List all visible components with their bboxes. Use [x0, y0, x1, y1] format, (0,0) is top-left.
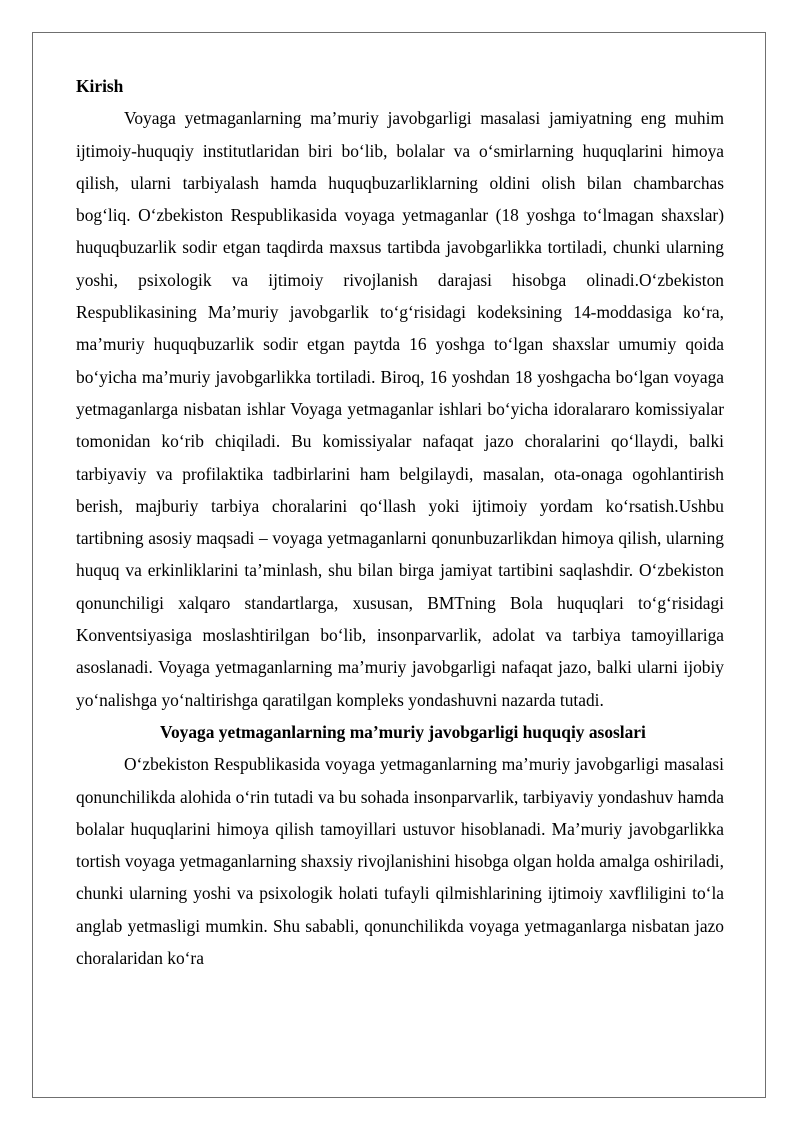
- paragraph-legal-basis: O‘zbekiston Respublikasida voyaga yetmaganlarning ma’muriy javobgarligi masalasi qonunchilikda alohida o‘rin tutadi va bu sohada insonparvarlik, tarbiyaviy yondashuv hamda bolalar huquqlarini himoya qilish tamoyillari ustuvor hisoblanadi. Ma’muriy javobgarlikka tortish voyaga yetmaganlarning shaxsiy rivojlanishini hisobga olgan holda amalga oshiriladi, chunki ularning yoshi va psixologik holati tufayli qilmishlarining ijtimoiy xavfliligini to‘la anglab yetmasligi mumkin. Shu sababli, qonunchilikda voyaga yetmaganlarga nisbatan jazo choralaridan ko‘ra: [76, 754, 724, 969]
- paragraph-intro: Voyaga yetmaganlarning ma’muriy javobgarligi masalasi jamiyatning eng muhim ijtimoiy-huquqiy institutlaridan biri bo‘lib, bolalar va o‘smirlarning huquqlarini himoya qilish, ularni tarbiyalash hamda huquqbuzarliklarning oldini olish bilan chambarchas bog‘liq. O‘zbekiston Respublikasida voyaga yetmaganlar (18 yoshga to‘lmagan shaxslar) huquqbuzarlik sodir etgan taqdirda maxsus tartibda javobgarlikka tortiladi, chunki ularning yoshi, psixologik va ijtimoiy rivojlanish darajasi hisobga olinadi.O‘zbekiston Respublikasining Ma’muriy javobgarlik to‘g‘risidagi kodeksining 14-moddasiga ko‘ra, ma’muriy huquqbuzarlik sodir etgan paytda 16 yoshga to‘lgan shaxslar umumiy qoida bo‘yicha ma’muriy javobgarlikka tortiladi. Biroq, 16 yoshdan 18 yoshgacha bo‘lgan voyaga yetmaganlarga nisbatan ishlar Voyaga yetmaganlar ishlari bo‘yicha idoralararo komissiyalar tomonidan ko‘rib chiqiladi. Bu komissiyalar nafaqat jazo choralarini qo‘llaydi, balki tarbiyaviy va profilaktika tadbirlarini ham belgilaydi, masalan, ota-onaga ogohlantirish berish, majburiy tarbiya choralarini qo‘llash yoki ijtimoiy yordam ko‘rsatish.Ushbu tartibning asosiy maqsadi – voyaga yetmaganlarni qonunbuzarlikdan himoya qilish, ularning huquq va erkinliklarini ta’minlash, shu bilan birga jamiyat tartibini saqlashdir. O‘zbekiston qonunchiligi xalqaro standartlarga, xususan, BMTning Bola huquqlari to‘g‘risidagi Konventsiyasiga moslashtirilgan bo‘lib, insonparvarlik, adolat va tarbiya tamoyillariga asoslanadi. Voyaga yetmaganlarning ma’muriy javobgarligi nafaqat jazo, balki ularni ijobiy yo‘nalishga yo‘naltirishga qaratilgan kompleks yondashuvni nazarda tutadi.: [76, 108, 724, 710]
- section-heading-intro: Kirish: [76, 76, 124, 96]
- document-body: [76, 70, 724, 974]
- section-heading-legal-basis: Voyaga yetmaganlarning ma’muriy javobgarligi huquqiy asoslari: [160, 721, 646, 742]
